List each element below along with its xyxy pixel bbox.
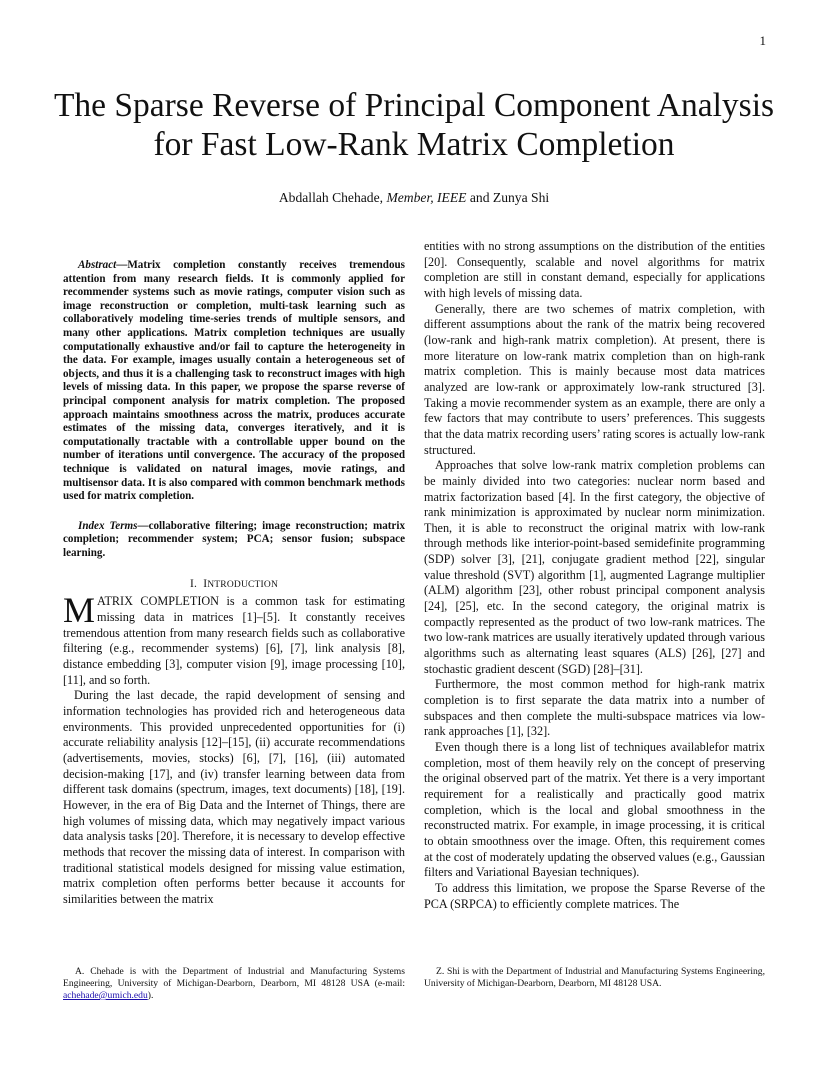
drop-cap: M xyxy=(63,590,96,631)
section-title-first-letter: I xyxy=(203,578,208,591)
author-names-1: Abdallah Chehade, xyxy=(278,190,387,205)
page-number: 1 xyxy=(759,33,766,48)
intro-paragraph-1 xyxy=(63,590,405,688)
right-paragraph-continued: entities with no strong assumptions on the distribution of the entities [20]. Consequently, scalable and novel algorithms for matrix completion are still in constant demand, especially for applications with high levels of missing data. xyxy=(424,239,765,300)
section-numeral: I. xyxy=(189,578,198,591)
abstract xyxy=(63,259,405,504)
author-names-2: and Zunya Shi xyxy=(466,190,550,205)
index-terms-label: Index Terms xyxy=(78,519,138,532)
footnote-right: Z. Shi is with the Department of Industrial and Manufacturing Systems Engineering, University of Michigan-Dearborn, Dearborn, MI 48128 USA. xyxy=(424,966,765,989)
section-heading-introduction xyxy=(63,578,405,590)
footnote-left-text: A. Chehade is with the Department of Industrial and Manufacturing Systems Engineering, University of Michigan-Dearborn, Dearborn, MI 48128 USA (e-mail: xyxy=(63,966,405,989)
abstract-label: Abstract xyxy=(78,259,117,271)
intro-paragraph-1-text: ATRIX COMPLETION is a common task for estimating missing data in matrices [1]–[5]. It constantly receives tremendous attention from many research fields such as collaborative filtering (e.g., recommender systems) [6], [7], link analysis [8], distance embedding [3], computer vision [9], image processing [10], [11], and so forth. xyxy=(63,594,405,687)
abstract-dash: — xyxy=(116,259,128,271)
author-affiliation: Member, IEEE xyxy=(386,190,467,205)
author-line xyxy=(40,190,788,206)
right-paragraph-3: Furthermore, the most common method for high-rank matrix completion is to first separate the data matrix into a number of subspaces and then complete the multi-subspace matrices via low-rank approaches [1], [32]. xyxy=(424,677,765,739)
section-title-rest: NTRODUCTION xyxy=(207,580,279,591)
right-paragraph-2: Approaches that solve low-rank matrix completion problems can be mainly divided into two categories: nuclear norm based and matrix factorization based [4]. In the first category, the objective of rank minimization is approximated by nuclear norm minimization. Then, it is able to reconstruct the original matrix with low-rank through methods like interior-point-based semidefinite programming (SDP) solver [3], [21], conjugate gradient method [22], singular value threshold (SVT) algorithm [1], augmented Lagrange multiplier (ALM) algorithm [23], other robust principal component analysis [24], [25], etc. In the second category, the original matrix is compactly represented as the product of two low-rank matrices. The two low-rank matrices are usually iteratively updated through various algorithms such as alternating least squares (ALS) [26], [27] and stochastic gradient descent (SGD) [28]–[31]. xyxy=(424,458,765,676)
paper-title: The Sparse Reverse of Principal Component Analysis for Fast Low-Rank Matrix Completion xyxy=(53,87,775,163)
footnote-left xyxy=(63,966,405,1002)
left-column xyxy=(63,239,405,908)
right-column xyxy=(424,239,765,912)
intro-paragraph-2: During the last decade, the rapid development of sensing and information technologies has provided rich and heterogeneous data environments. This provided unprecedented opportunities for (i) accurate reliability analysis [12]–[15], (ii) accurate recommendations (advertisements, movies, stocks) [6], [7], [16], (iii) automated decision-making [17], and (iv) transfer learning between data from different task domains (spectrum, images, text documents) [18], [19]. However, in the era of Big Data and the Internet of Things, there are high volumes of missing data, which may negatively impact various data analysis tasks [20]. Therefore, it is necessary to develop effective methods that recover the missing data of interest. In comparison with traditional statistical models designed for missing value estimation, matrix completion often performs better because it accounts for similarities between the matrix xyxy=(63,688,405,906)
footnote-left-end: ). xyxy=(147,990,154,1001)
abstract-text: Matrix completion constantly receives tremendous attention from many research fields. It is commonly applied for recommender systems such as movie ratings, computer vision such as image reconstruction or completion, multi-task learning such as collaboratively modeling time-series trends of multiple sensors, and many other applications. Matrix completion techniques are usually computationally exhaustive and/or fail to capture the heterogeneity in the data. For example, images usually contain a heterogeneous set of objects, and thus it is a challenging task to reconstruct images with high levels of missing data. In this paper, we propose the sparse reverse of principal component analysis for matrix completion. The proposed approach maintains smoothness across the matrix, produces accurate estimates of the missing data, converges iteratively, and it is computationally tractable with a controllable upper bound on the number of iterations until convergence. The accuracy of the proposed technique is validated on natural images, movie ratings, and multisensor data. It is also compared with common benchmark methods used for matrix completion. xyxy=(63,259,405,503)
index-terms xyxy=(63,520,405,561)
right-paragraph-5: To address this limitation, we propose the Sparse Reverse of the PCA (SRPCA) to efficiently complete matrices. The xyxy=(424,880,765,911)
index-terms-text: collaborative filtering; image reconstruction; matrix completion; recommender system; PCA; sensor fusion; subspace learning. xyxy=(63,519,405,559)
right-paragraph-1: Generally, there are two schemes of matrix completion, with different assumptions about the rank of the matrix being recovered (low-rank and high-rank matrix completion). At present, there is more literature on low-rank matrix completion than on high-rank matrix completion. This is mainly because most data matrices analyzed are low-rank or approximately low-rank structured [3]. Taking a movie recommender system as an example, there are only a few factors that may contribute to users’ preferences. This suggests that the data matrix recording users’ rating scores is actually low-rank structured. xyxy=(424,301,765,457)
email-link[interactable]: achehade@umich.edu xyxy=(63,990,148,1001)
index-terms-dash: — xyxy=(137,519,149,532)
right-paragraph-4: Even though there is a long list of techniques availablefor matrix completion, most of them heavily rely on the concept of preserving the original observed part of the matrix. Yet there is a very important requirement for a realistically and practically good matrix completion, which is the local and global smoothness in the reconstructed matrix. For example, in image processing, it is critical to obtain smoothness over the image. Often, this requirement comes at the cost of moderately updating the observed values (e.g., Gaussian filters and Variational Bayesian techniques). xyxy=(424,740,765,880)
